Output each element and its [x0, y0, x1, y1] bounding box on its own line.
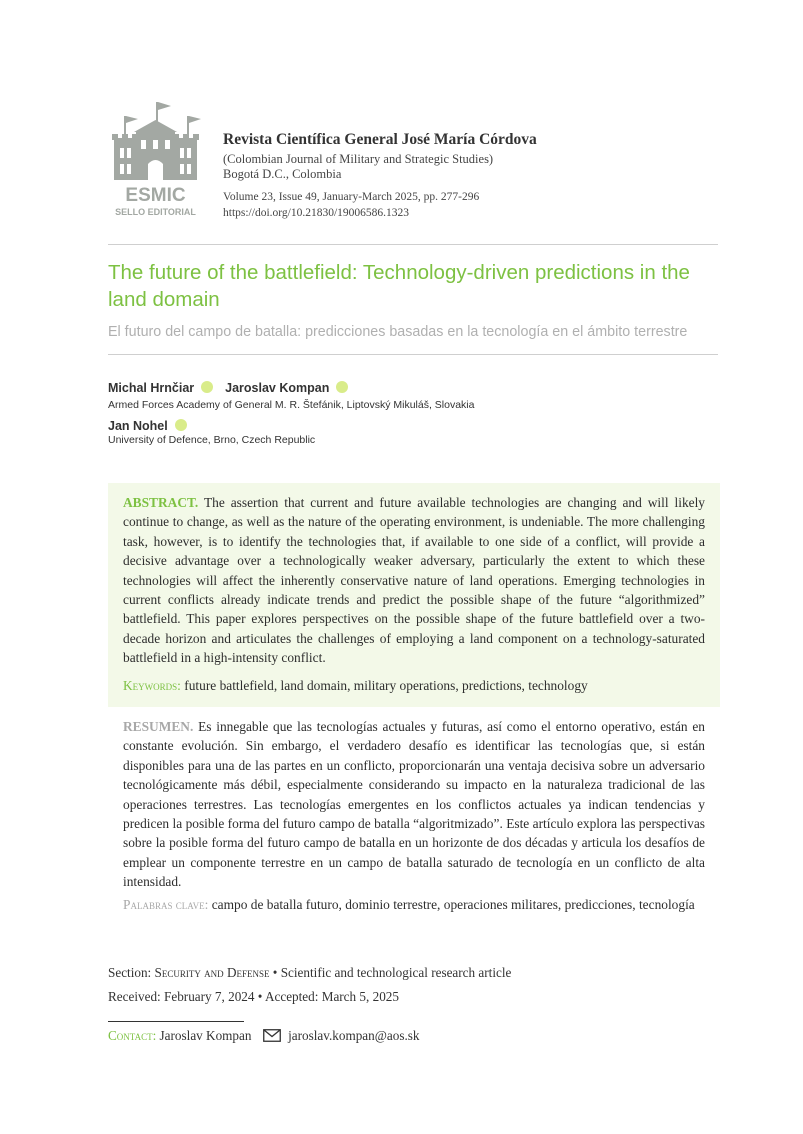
svg-text:ESMIC: ESMIC [125, 185, 186, 206]
keywords-label: Keywords: [123, 678, 181, 693]
doi-link[interactable]: https://doi.org/10.21830/19006586.1323 [223, 207, 410, 219]
resumen-label: RESUMEN. [123, 719, 194, 734]
footnote-divider [108, 1021, 244, 1022]
esmic-castle-icon [108, 98, 203, 218]
palabras-clave-text: campo de batalla futuro, dominio terrestre, operaciones militares, predicciones, tecnología [211, 897, 695, 912]
journal-logo [108, 98, 203, 218]
affiliation: University of Defence, Brno, Czech Republic [108, 434, 316, 446]
header-divider [108, 244, 718, 245]
author-line-1 [108, 379, 348, 397]
section-name: Security and Defense [154, 965, 270, 980]
palabras-clave-label: Palabras clave: [123, 897, 209, 912]
section-info [108, 965, 511, 981]
contact-name: Jaroslav Kompan [159, 1028, 252, 1043]
author-name: Jan Nohel [108, 419, 168, 433]
article-title: The future of the battlefield: Technology-driven predictions in the land domain [108, 261, 690, 311]
title-divider [108, 354, 718, 355]
section-label: Section: [108, 965, 152, 980]
author-line-2 [108, 417, 187, 435]
volume-info: Volume 23, Issue 49, January-March 2025, pp. 277-296 [223, 191, 480, 203]
contact-info [108, 1028, 420, 1044]
mail-icon [263, 1029, 281, 1042]
orcid-icon[interactable] [201, 381, 213, 393]
author-name: Michal Hrnčiar [108, 381, 195, 395]
abstract-label: ABSTRACT. [123, 495, 199, 510]
resumen [123, 717, 705, 892]
journal-name: Revista Científica General José María Córdova [223, 131, 537, 148]
author-name: Jaroslav Kompan [225, 381, 330, 395]
abstract-text: The assertion that current and future available technologies are changing and will likely continue to change, as well as the nature of the operating environment, is undeniable. The more challenging task, however, is to identify the technologies that, if available to one side of a conflict, will provide a decisive advantage over a technologically weaker adversary, particularly the extent to which these technologies will affect the inherently conservative nature of land operations. Emerging technologies in current conflicts already indicate trends and predict the possible shape of the future “algorithmized” battlefield. This paper explores perspectives on the possible shape of the future battlefield over a two-decade horizon and articulates the challenges of employing a land component on a technology-saturated battlefield in a high-intensity conflict. [123, 495, 705, 666]
orcid-icon[interactable] [175, 419, 187, 431]
svg-text:SELLO EDITORIAL: SELLO EDITORIAL [115, 207, 196, 217]
orcid-icon[interactable] [336, 381, 348, 393]
contact-email[interactable]: jaroslav.kompan@aos.sk [288, 1028, 420, 1043]
affiliation: Armed Forces Academy of General M. R. Štefánik, Liptovský Mikuláš, Slovakia [108, 399, 475, 411]
keywords [123, 676, 705, 695]
article-dates: Received: February 7, 2024 • Accepted: March 5, 2025 [108, 989, 399, 1004]
abstract [123, 493, 705, 668]
resumen-text: Es innegable que las tecnologías actuales y futuras, así como el entorno operativo, están en constante evolución. Sin embargo, el verdadero desafío es identificar las tecnologías que, si están disponibles para una de las partes en un conflicto, proporcionarán una ventaja decisiva sobre un adversario tecnológicamente más débil, especialmente considerando su impacto en la naturaleza tradicional de las operaciones terrestres. Las tecnologías emergentes en los conflictos actuales ya indican tendencias y predicen la posible forma del futuro campo de batalla “algoritmizado”. Este artículo explora las perspectivas sobre la posible forma del futuro campo de batalla en un horizonte de dos décadas y articula los desafíos de emplear un componente terrestre en un campo de batalla saturado de tecnología en un conflicto de alta intensidad. [123, 719, 705, 890]
keywords-text: future battlefield, land domain, military operations, predictions, technology [184, 678, 588, 693]
journal-location: Bogotá D.C., Colombia [223, 167, 342, 181]
contact-label: Contact: [108, 1028, 157, 1043]
journal-english-name: (Colombian Journal of Military and Strategic Studies) [223, 152, 494, 166]
article-type: • Scientific and technological research article [272, 965, 512, 980]
palabras-clave [123, 895, 705, 914]
article-subtitle: El futuro del campo de batalla: predicciones basadas en la tecnología en el ámbito terrestre [108, 324, 688, 340]
